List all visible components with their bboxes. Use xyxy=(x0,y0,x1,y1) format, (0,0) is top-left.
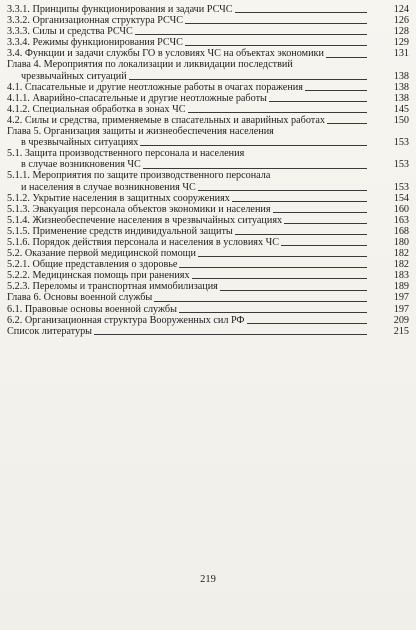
toc-entry xyxy=(7,26,409,37)
toc-entry xyxy=(7,193,409,204)
leader-line xyxy=(154,301,367,302)
toc-entry xyxy=(7,215,409,226)
leader-line xyxy=(179,267,367,268)
toc-entry-title: 5.1.3. Эвакуация персонала объектов экономики и населения xyxy=(7,203,271,215)
toc-entry xyxy=(7,104,409,115)
table-of-contents xyxy=(7,4,409,337)
toc-entry-page: 138 xyxy=(393,81,409,93)
leader-line xyxy=(185,45,367,46)
toc-entry-title: 5.2.1. Общие представления о здоровье xyxy=(7,259,178,271)
toc-entry xyxy=(7,71,409,82)
toc-entry xyxy=(7,82,409,93)
toc-entry-page: 168 xyxy=(393,225,409,237)
leader-line xyxy=(188,112,367,113)
toc-entry-title: в чрезвычайных ситуациях xyxy=(21,137,139,149)
leader-line xyxy=(198,256,367,257)
toc-entry-title: 3.3.2. Организационная структура РСЧС xyxy=(7,15,184,27)
toc-entry-page: 183 xyxy=(393,270,409,282)
toc-entry xyxy=(7,226,409,237)
toc-entry-page: 126 xyxy=(393,15,409,27)
toc-entry-page: 197 xyxy=(393,292,409,304)
toc-entry xyxy=(7,315,409,326)
toc-entry-page: 124 xyxy=(393,4,409,15)
toc-entry xyxy=(7,248,409,259)
toc-entry xyxy=(7,4,409,15)
toc-entry-page: 189 xyxy=(393,281,409,293)
toc-entry-page: 138 xyxy=(393,92,409,104)
leader-line xyxy=(232,201,367,202)
toc-entry-page: 131 xyxy=(393,48,409,60)
toc-entry-title: 5.1. Защита производственного персонала и населения xyxy=(7,148,245,160)
toc-entry xyxy=(7,59,409,70)
toc-entry-page: 160 xyxy=(393,203,409,215)
toc-entry-page: 209 xyxy=(393,314,409,326)
toc-entry-title: 4.1.2. Специальная обработка в зонах ЧС xyxy=(7,103,186,115)
toc-entry-title: 3.4. Функции и задачи службы ГО в условиях ЧС на объектах экономики xyxy=(7,48,324,60)
leader-line xyxy=(135,34,367,35)
leader-line xyxy=(140,145,367,146)
toc-entry-page: 150 xyxy=(393,114,409,126)
leader-line xyxy=(273,212,367,213)
leader-line xyxy=(247,323,367,324)
toc-entry-title: 5.2.2. Медицинская помощь при ранениях xyxy=(7,270,190,282)
leader-line xyxy=(305,90,367,91)
toc-entry xyxy=(7,304,409,315)
toc-entry-title: 3.3.4. Режимы функционирования РСЧС xyxy=(7,37,183,49)
toc-entry xyxy=(7,270,409,281)
leader-line xyxy=(198,190,367,191)
toc-entry-title: Глава 6. Основы военной службы xyxy=(7,292,153,304)
leader-line xyxy=(284,223,367,224)
toc-entry xyxy=(7,137,409,148)
toc-entry xyxy=(7,126,409,137)
leader-line xyxy=(235,234,367,235)
toc-entry-title: Список литературы xyxy=(7,325,93,337)
leader-line xyxy=(269,101,367,102)
toc-entry-page: 153 xyxy=(393,159,409,171)
toc-entry-title: 5.1.5. Применение средств индивидуальной защиты xyxy=(7,225,233,237)
toc-entry-page: 180 xyxy=(393,236,409,248)
toc-entry-page: 129 xyxy=(393,37,409,49)
toc-entry-page: 154 xyxy=(393,192,409,204)
toc-entry-page: 138 xyxy=(393,70,409,82)
toc-entry xyxy=(7,48,409,59)
toc-entry-page: 182 xyxy=(393,259,409,271)
toc-entry xyxy=(7,237,409,248)
toc-entry-title: 5.1.2. Укрытие населения в защитных сооружениях xyxy=(7,192,230,204)
toc-entry-title: 5.1.4. Жизнеобеспечение населения в чрезвычайных ситуациях xyxy=(7,214,283,226)
toc-entry xyxy=(7,292,409,303)
toc-entry xyxy=(7,182,409,193)
toc-entry xyxy=(7,15,409,26)
toc-entry-title: чрезвычайных ситуаций xyxy=(21,70,127,82)
toc-entry-page: 163 xyxy=(393,214,409,226)
toc-entry xyxy=(7,170,409,181)
toc-entry-title: 3.3.1. Принципы функционирования и задачи РСЧС xyxy=(7,4,233,15)
toc-entry-title: 4.1. Спасательные и другие неотложные работы в очагах поражения xyxy=(7,81,303,93)
leader-line xyxy=(179,312,367,313)
toc-entry-page: 153 xyxy=(393,181,409,193)
toc-entry xyxy=(7,37,409,48)
toc-entry-title: 5.2. Оказание первой медицинской помощи xyxy=(7,248,196,260)
toc-entry xyxy=(7,281,409,292)
leader-line xyxy=(192,278,367,279)
toc-entry xyxy=(7,115,409,126)
toc-entry-title: в случае возникновения ЧС xyxy=(21,159,141,171)
leader-line xyxy=(281,245,367,246)
toc-entry-page: 145 xyxy=(393,103,409,115)
toc-entry-title: 6.1. Правовые основы военной службы xyxy=(7,303,177,315)
leader-line xyxy=(129,79,367,80)
toc-entry xyxy=(7,159,409,170)
toc-entry xyxy=(7,326,409,337)
toc-entry-page: 182 xyxy=(393,248,409,260)
leader-line xyxy=(235,12,367,13)
toc-entry xyxy=(7,259,409,270)
toc-entry-title: 4.2. Силы и средства, применяемые в спасательных и аварийных работах xyxy=(7,114,325,126)
toc-entry-page: 215 xyxy=(393,325,409,337)
toc-entry-title: 3.3.3. Силы и средства РСЧС xyxy=(7,26,133,38)
toc-entry-page: 197 xyxy=(393,303,409,315)
toc-entry xyxy=(7,148,409,159)
toc-entry-title: 4.1.1. Аварийно-спасательные и другие неотложные работы xyxy=(7,92,267,104)
toc-entry xyxy=(7,93,409,104)
toc-entry-page: 153 xyxy=(393,137,409,149)
toc-entry-title: Глава 4. Мероприятия по локализации и ликвидации последствий xyxy=(7,59,293,71)
leader-line xyxy=(220,290,367,291)
toc-entry-title: 5.2.3. Переломы и транспортная иммобилизация xyxy=(7,281,218,293)
leader-line xyxy=(143,168,367,169)
toc-entry-page: 128 xyxy=(393,26,409,38)
leader-line xyxy=(326,57,367,58)
toc-entry-title: 5.1.1. Мероприятия по защите производственного персонала xyxy=(7,170,271,182)
page-number: 219 xyxy=(200,574,216,585)
toc-entry-title: 5.1.6. Порядок действия персонала и населения в условиях ЧС xyxy=(7,236,280,248)
leader-line xyxy=(94,334,367,335)
toc-entry-title: Глава 5. Организация защиты и жизнеобеспечения населения xyxy=(7,126,274,138)
toc-entry-title: 6.2. Организационная структура Вооруженных сил РФ xyxy=(7,314,245,326)
leader-line xyxy=(327,123,367,124)
leader-line xyxy=(185,23,367,24)
toc-entry xyxy=(7,204,409,215)
toc-entry-title: и населения в случае возникновения ЧС xyxy=(21,181,196,193)
